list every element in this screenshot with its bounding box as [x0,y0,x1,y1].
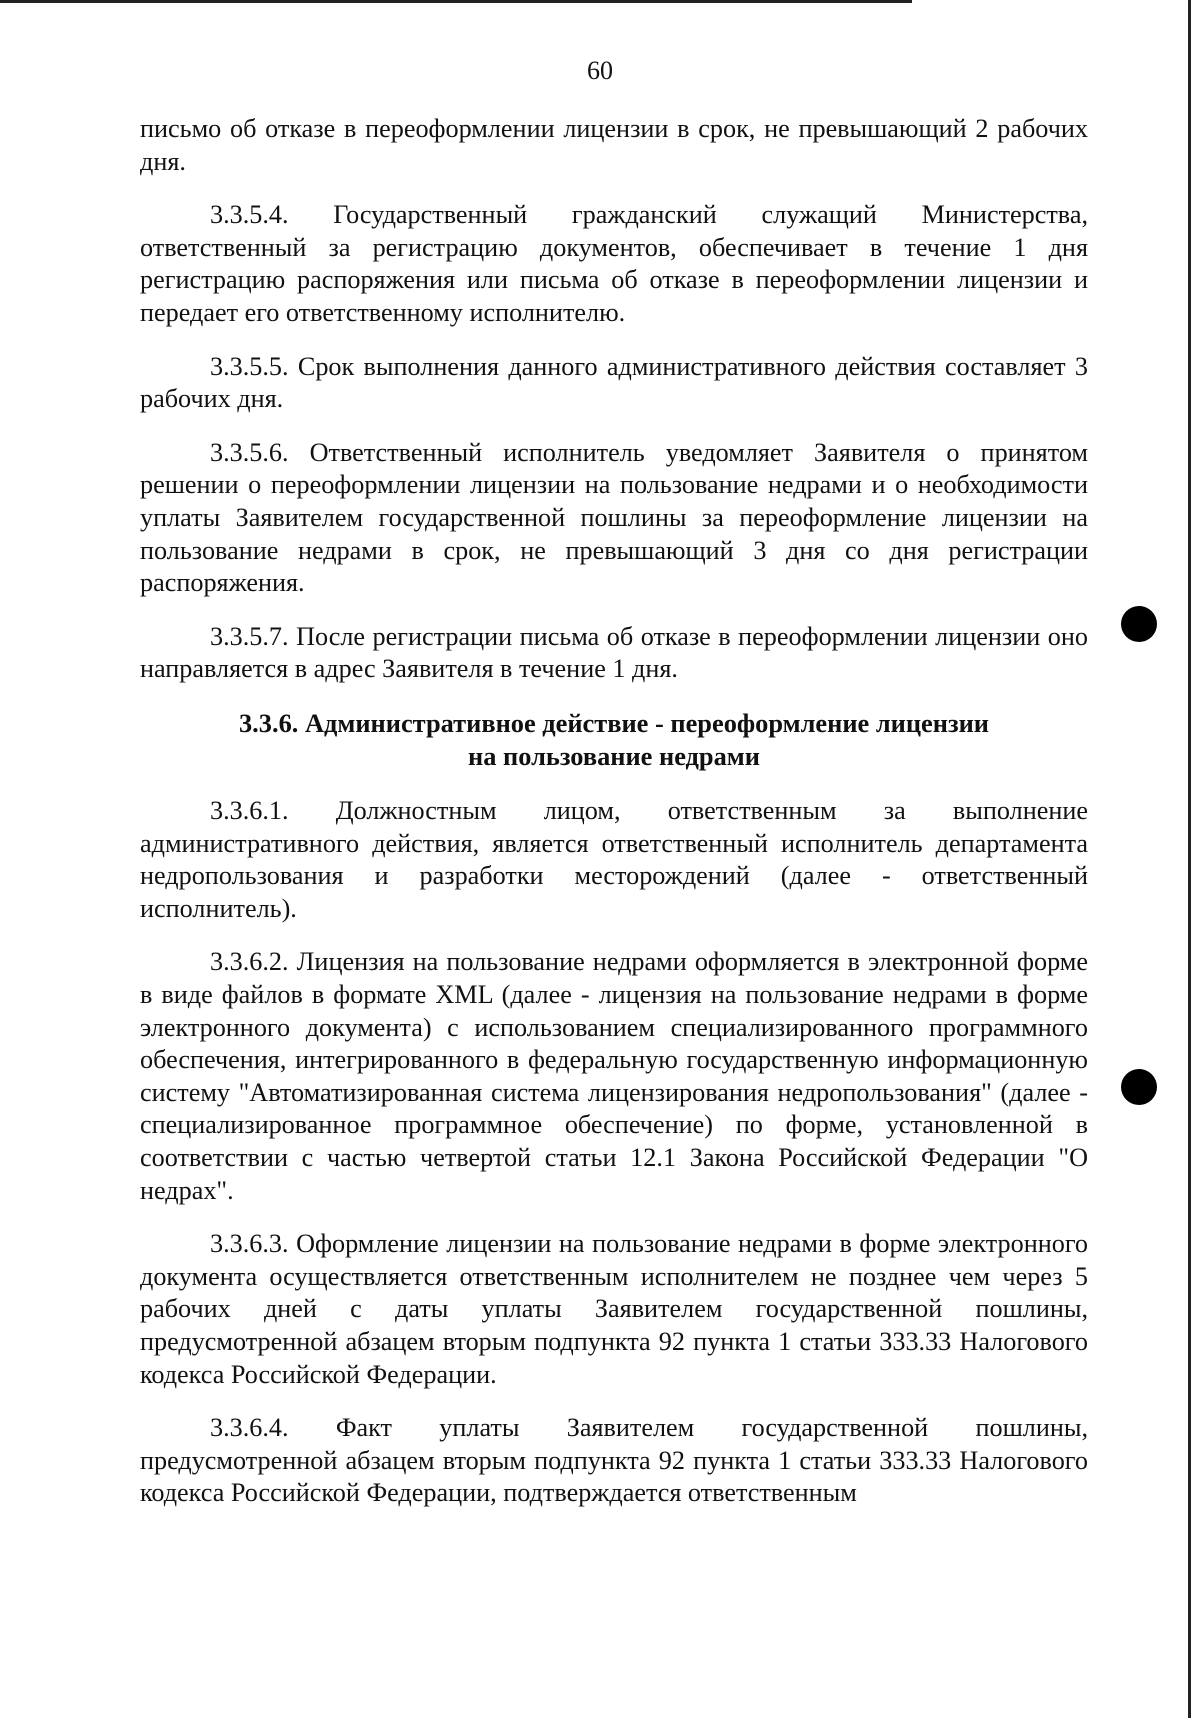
punch-hole-mark [1121,1069,1157,1105]
section-heading-line-2: на пользование недрами [468,740,760,771]
section-heading [140,707,1088,772]
paragraph-3-3-6-1: 3.3.6.1. Должностным лицом, ответственным за выполнение административного действия, является ответственный исполнитель департамента недропользования и разработки месторождений (далее - ответственный исполнитель). [140,796,1088,923]
section-heading-line-1: 3.3.6. Административное действие - переоформление лицензии [238,707,989,738]
paragraph-3-3-5-5: 3.3.5.5. Срок выполнения данного административного действия составляет 3 рабочих дня. [140,351,1088,414]
page-number: 60 [587,56,613,85]
document-body [140,113,1088,1531]
punch-hole-mark [1121,606,1157,642]
paragraph-3-3-6-2: 3.3.6.2. Лицензия на пользование недрами оформляется в электронной форме в виде файлов в формате XML (далее - лицензия на пользование недрами в форме электронного документа) с использованием специализированного программного обеспечения, интегрированного в федеральную государственную информационную систему "Автоматизированная система лицензирования недропользования" (далее - специализированное программное обеспечение) по форме, установленной в соответствии с частью четвертой статьи 12.1 Закона Российской Федерации "О недрах". [140,947,1088,1205]
paragraph-3-3-5-6: 3.3.5.6. Ответственный исполнитель уведомляет Заявителя о принятом решении о переоформлении лицензии на пользование недрами и о необходимости уплаты Заявителем государственной пошлины за переоформление лицензии на пользование недрами в срок, не превышающий 3 дня со дня регистрации распоряжения. [140,437,1088,598]
paragraph-3-3-6-4: 3.3.6.4. Факт уплаты Заявителем государственной пошлины, предусмотренной абзацем вторым подпункта 92 пункта 1 статьи 333.33 Налогового кодекса Российской Федерации, подтверждается ответственным [140,1413,1088,1508]
paragraph-3-3-5-7: 3.3.5.7. После регистрации письма об отказе в переоформлении лицензии оно направляется в адрес Заявителя в течение 1 дня. [140,621,1088,684]
right-border-line [1188,0,1191,1718]
paragraph-3-3-6-3: 3.3.6.3. Оформление лицензии на пользование недрами в форме электронного документа осуществляется ответственным исполнителем не позднее чем через 5 рабочих дней с даты уплаты Заявителем государственной пошлины, предусмотренной абзацем вторым подпункта 92 пункта 1 статьи 333.33 Налогового кодекса Российской Федерации. [140,1229,1088,1389]
paragraph-continuation: письмо об отказе в переоформлении лицензии в срок, не превышающий 2 рабочих дня. [140,114,1088,176]
top-border-line [0,0,912,3]
paragraph-3-3-5-4: 3.3.5.4. Государственный гражданский служащий Министерства, ответственный за регистрацию документов, обеспечивает в течение 1 дня регистрацию распоряжения или письма об отказе в переоформлении лицензии и передает его ответственному исполнителю. [140,200,1088,327]
